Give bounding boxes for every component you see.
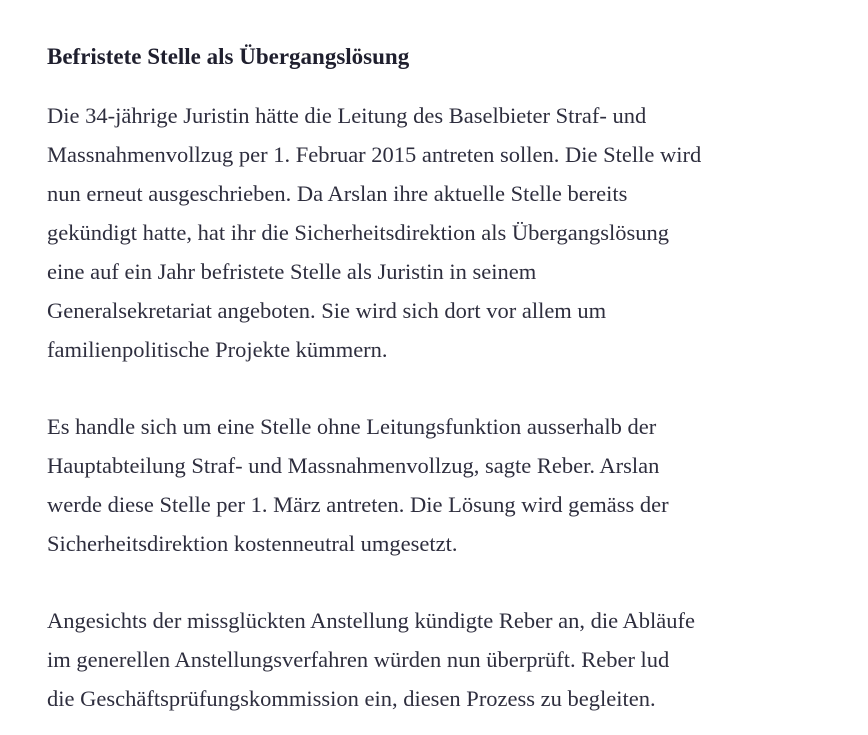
paragraph-line: eine auf ein Jahr befristete Stelle als Juristin in seinem: [47, 259, 537, 284]
paragraph-line: Die 34-jährige Juristin hätte die Leitung des Baselbieter Straf- und: [47, 103, 647, 128]
paragraph-3: [47, 601, 855, 718]
paragraph-line: Hauptabteilung Straf- und Massnahmenvollzug, sagte Reber. Arslan: [47, 453, 660, 478]
paragraph-line: Massnahmenvollzug per 1. Februar 2015 antreten sollen. Die Stelle wird: [47, 142, 702, 167]
paragraph-1: [47, 96, 855, 369]
paragraph-line: nun erneut ausgeschrieben. Da Arslan ihre aktuelle Stelle bereits: [47, 181, 628, 206]
paragraph-line: Generalsekretariat angeboten. Sie wird sich dort vor allem um: [47, 298, 607, 323]
paragraph-line: Es handle sich um eine Stelle ohne Leitungsfunktion ausserhalb der: [47, 414, 657, 439]
article-body: [47, 38, 855, 718]
paragraph-line: werde diese Stelle per 1. März antreten. Die Lösung wird gemäss der: [47, 492, 669, 517]
paragraph-line: familienpolitische Projekte kümmern.: [47, 337, 388, 362]
paragraph-line: gekündigt hatte, hat ihr die Sicherheitsdirektion als Übergangslösung: [47, 220, 669, 245]
paragraph-2: [47, 407, 855, 563]
paragraph-line: im generellen Anstellungsverfahren würden nun überprüft. Reber lud: [47, 647, 670, 672]
paragraph-line: Angesichts der missglückten Anstellung kündigte Reber an, die Abläufe: [47, 608, 695, 633]
paragraph-line: die Geschäftsprüfungskommission ein, diesen Prozess zu begleiten.: [47, 686, 656, 711]
paragraph-line: Sicherheitsdirektion kostenneutral umgesetzt.: [47, 531, 458, 556]
section-heading: Befristete Stelle als Übergangslösung: [47, 44, 410, 69]
